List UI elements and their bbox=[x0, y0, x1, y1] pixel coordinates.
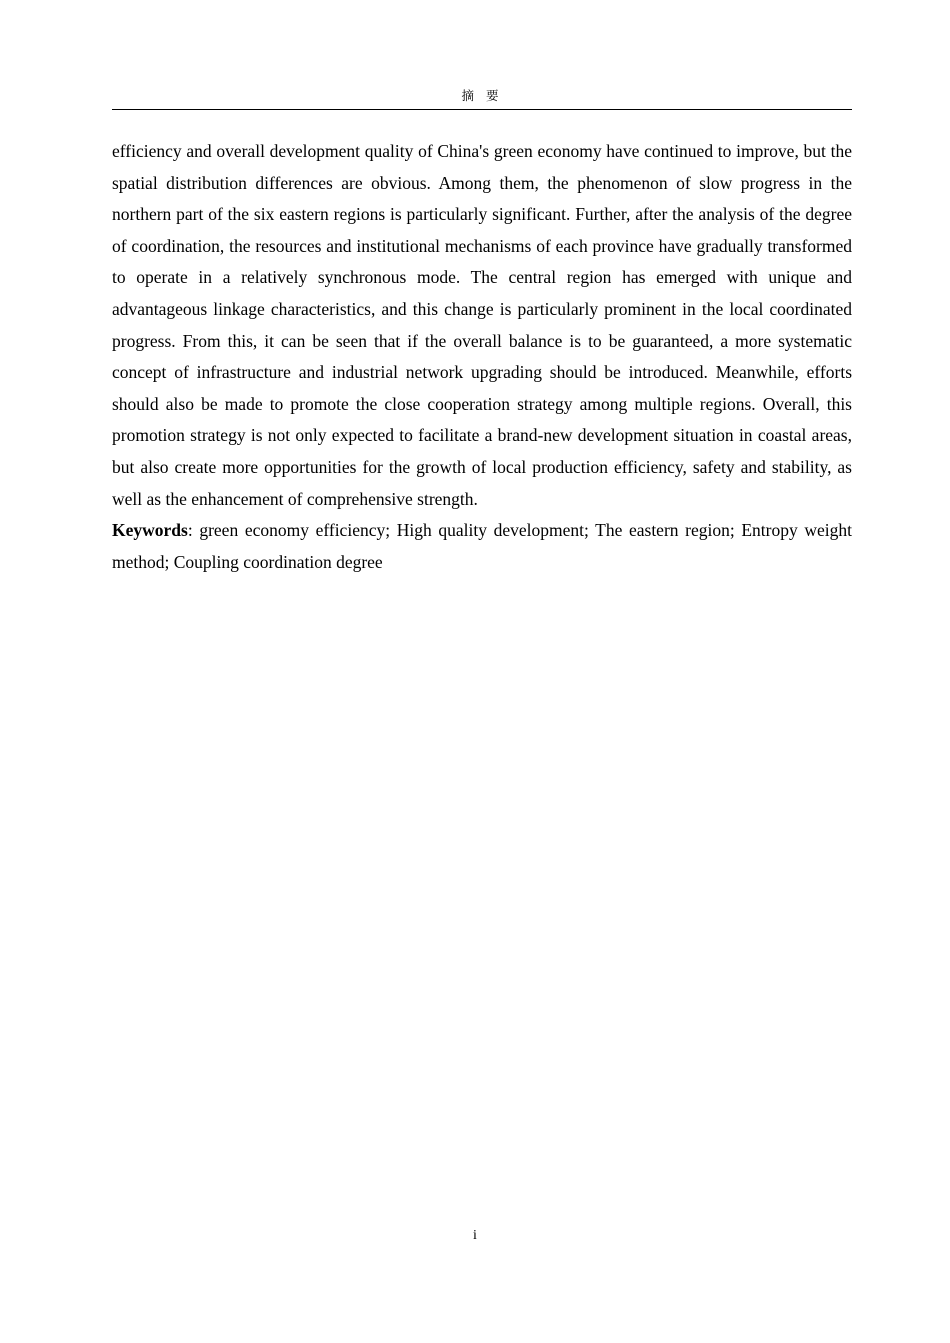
page-content bbox=[112, 88, 852, 578]
running-title: 摘 要 bbox=[461, 88, 503, 103]
abstract-paragraph: efficiency and overall development quality of China's green economy have continued to improve, but the spatial distribution differences are obvious. Among them, the phenomenon of slow progress in the northern part of the six eastern regions is particularly significant. Further, after the analysis of the degree of coordination, the resources and institutional mechanisms of each province have gradually transformed to operate in a relatively synchronous mode. The central region has emerged with unique and advantageous linkage characteristics, and this change is particularly prominent in the local coordinated progress. From this, it can be seen that if the overall balance is to be guaranteed, a more systematic concept of infrastructure and industrial network upgrading should be introduced. Meanwhile, efforts should also be made to promote the close cooperation strategy among multiple regions. Overall, this promotion strategy is not only expected to facilitate a brand-new development situation in coastal areas, but also create more opportunities for the growth of local production efficiency, safety and stability, as well as the enhancement of comprehensive strength. bbox=[112, 141, 852, 509]
page-number: i bbox=[473, 1228, 477, 1243]
keywords-label: Keywords bbox=[112, 520, 188, 541]
abstract-body bbox=[112, 136, 852, 515]
page-header bbox=[112, 88, 852, 110]
page-footer bbox=[0, 1228, 950, 1244]
keywords-separator: : bbox=[187, 520, 200, 541]
header-divider bbox=[112, 109, 852, 110]
keywords-block bbox=[112, 515, 852, 578]
keywords-text: green economy efficiency; High quality development; The eastern region; Entropy weight method; Coupling coordination degree bbox=[112, 520, 852, 572]
